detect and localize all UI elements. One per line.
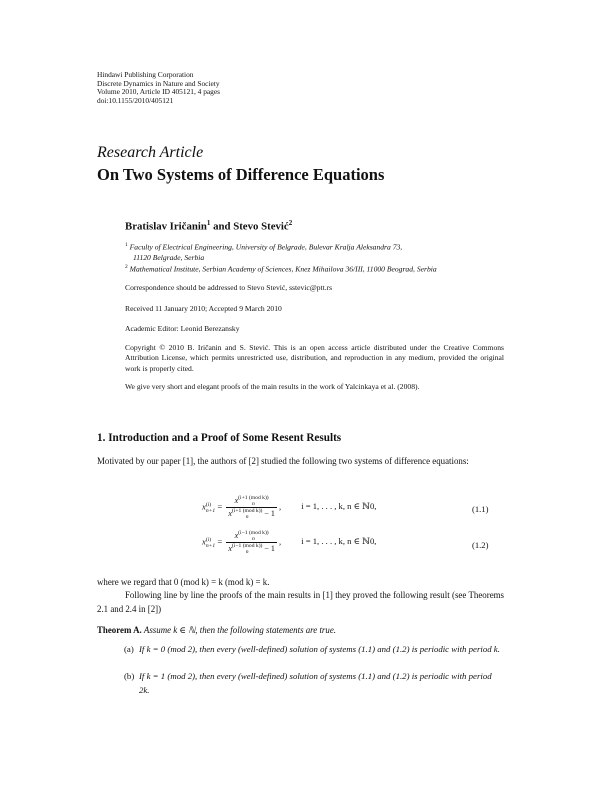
theorem-intro-paragraph: Following line by line the proofs of the main results in [1] they proved the following result (see Theorems 2.1 and 2.4 in [2]) bbox=[97, 590, 504, 614]
received-dates: Received 11 January 2010; Accepted 9 March 2010 bbox=[125, 304, 282, 313]
article-title: On Two Systems of Difference Equations bbox=[97, 165, 385, 184]
theorem-item-b: (b) If k = 1 (mod 2), then every (well-defined) solution of systems (1.1) and (1.2) is periodic with period 2k. bbox=[124, 671, 492, 695]
publisher: Hindawi Publishing Corporation bbox=[97, 70, 194, 79]
theorem-label: Theorem A. bbox=[97, 625, 142, 635]
journal-name: Discrete Dynamics in Nature and Society bbox=[97, 78, 220, 88]
article-type: Research Article bbox=[97, 144, 204, 161]
equation-1-2-condition: i = 1, . . . , k, n ∈ ℕ0, bbox=[301, 536, 377, 547]
copyright-notice: Copyright © 2010 B. Iričanin and S. Stević. This is an open access article distributed under the Creative Commons Attribution License, which permits unrestricted use, distribution, and reproduction in any medium, provided the original work is properly cited. bbox=[125, 343, 504, 373]
modulo-convention: where we regard that 0 (mod k) = k (mod k) = k. bbox=[97, 577, 270, 587]
author-2-sup: 2 bbox=[288, 219, 293, 227]
author-1: Bratislav Iričanin bbox=[125, 220, 207, 233]
author-2: Stevo Stević bbox=[233, 220, 289, 233]
equation-1-2: x (i) n+1 = x (i−1 (mod k)) n x (i−1 (mod k)) n − 1 , i = 1, . . . , k, n ∈ ℕ0, bbox=[202, 530, 377, 555]
equation-1-1: x (i) n+1 = x (i+1 (mod k)) n x (i+1 (mod k)) n − 1 , i = 1, . . . , k, n ∈ ℕ0, bbox=[202, 495, 377, 520]
authors bbox=[125, 219, 292, 233]
abstract: We give very short and elegant proofs of the main results in the work of Yalcinkaya et al. (2008). bbox=[125, 382, 420, 391]
doi: doi:10.1155/2010/405121 bbox=[97, 95, 174, 105]
academic-editor: Academic Editor: Leonid Berezansky bbox=[125, 324, 240, 333]
theorem-a bbox=[97, 624, 504, 638]
equation-1-2-label: (1.2) bbox=[472, 540, 489, 550]
correspondence: Correspondence should be addressed to Stevo Stević, sstevic@ptt.rs bbox=[125, 283, 333, 292]
intro-paragraph: Motivated by our paper [1], the authors of [2] studied the following two systems of difference equations: bbox=[97, 456, 469, 466]
equation-1-1-label: (1.1) bbox=[472, 504, 489, 514]
affiliation-2: $^2$ Mathematical Institute, Serbian Academy of Sciences, Knez Mihailova 36/III, 11000 Beograd, Serbia bbox=[125, 264, 437, 274]
section-heading: 1. Introduction and a Proof of Some Resent Results bbox=[97, 432, 342, 444]
volume-info: Volume 2010, Article ID 405121, 4 pages bbox=[97, 87, 221, 97]
author-1-sup: 1 bbox=[206, 219, 211, 227]
affiliation-1: $^1$ Faculty of Electrical Engineering, University of Belgrade, Bulevar Kralja Aleksandra 73, 11120 Belgrade, Serbia bbox=[125, 242, 403, 262]
authors-and: and bbox=[210, 220, 234, 233]
theorem-statement: Assume k ∈ ℕ, then the following statements are true. bbox=[143, 625, 336, 635]
theorem-item-a: (a) If k = 0 (mod 2), then every (well-defined) solution of systems (1.1) and (1.2) is periodic with period k. bbox=[124, 644, 500, 654]
equation-1-1-condition: i = 1, . . . , k, n ∈ ℕ0, bbox=[301, 501, 377, 512]
journal-header bbox=[97, 71, 220, 105]
